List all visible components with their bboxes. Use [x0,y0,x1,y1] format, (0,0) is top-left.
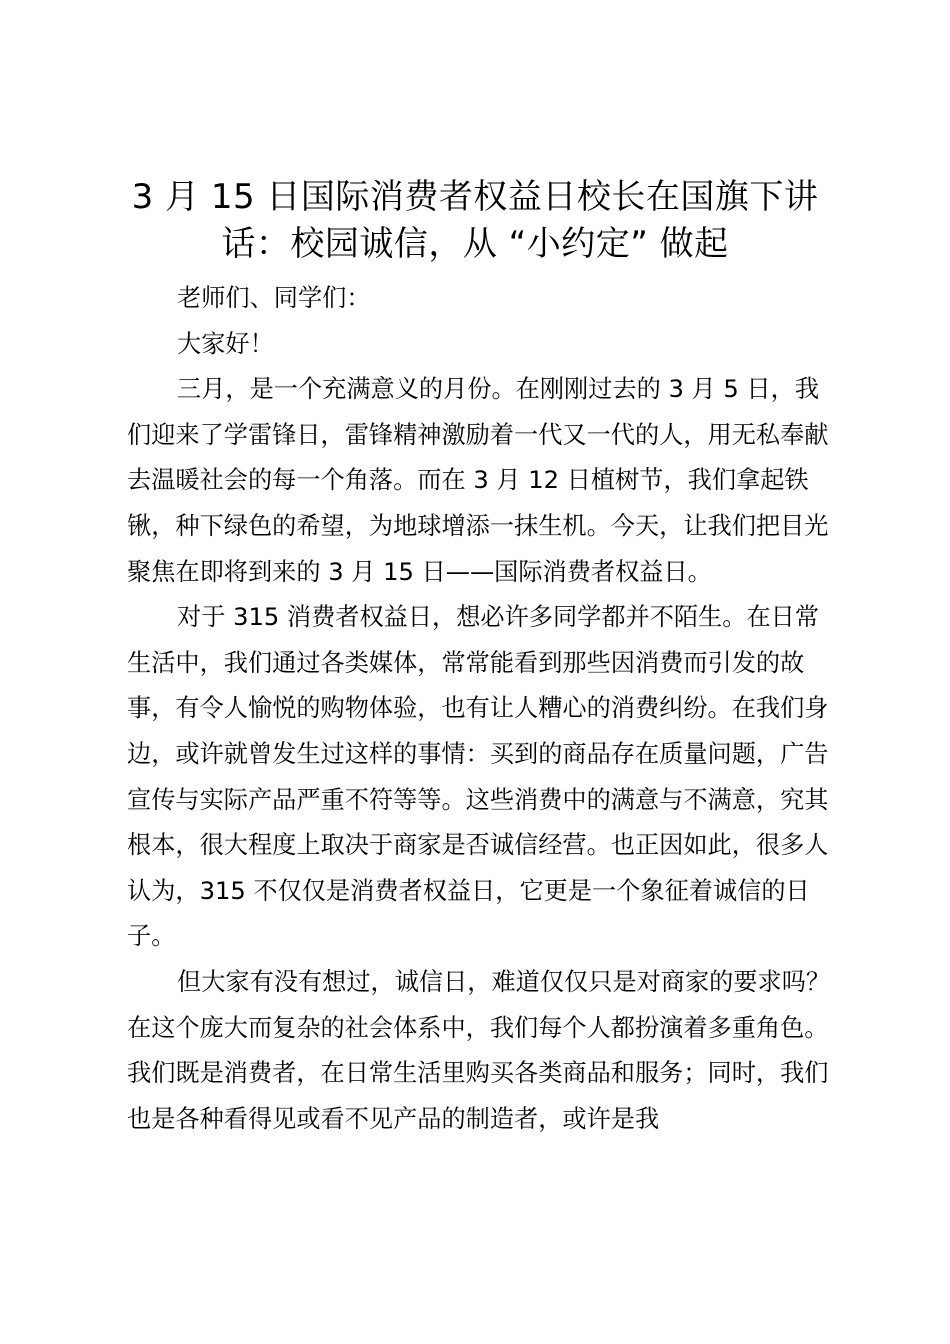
greeting-paragraph: 大家好！ [177,329,274,358]
title-line-1: 3 月 15 日国际消费者权益日校长在国旗下讲 [131,177,819,217]
document-title [110,174,840,268]
salutation-paragraph: 老师们、同学们： [177,284,371,312]
body-paragraph-1: 三月，是一个充满意义的月份。在刚刚过去的 3 月 5 日，我们迎来了学雷锋日，雷锋精神激励着一代又一代的人，用无私奉献去温暖社会的每一个角落。而在 3 月 12 日植树节，我们拿起铁锹，种下绿色的希望，为地球增添一抹生机。今天，让我们把目光聚焦在即将到来的 3 月 15 日——国际消费者权益日。 [127,375,829,586]
body-paragraph-3: 但大家有没有想过，诚信日，难道仅仅只是对商家的要求吗？在这个庞大而复杂的社会体系中，我们每个人都扮演着多重角色。我们既是消费者，在日常生活里购买各类商品和服务；同时，我们也是各种看得见或看不见产品的制造者，或许是我 [127,967,831,1133]
title-line-2: 话：校园诚信，从 “小约定” 做起 [221,224,729,264]
document-body [127,276,837,1142]
body-paragraph-2: 对于 315 消费者权益日，想必许多同学都并不陌生。在日常生活中，我们通过各类媒体，常常能看到那些因消费而引发的故事，有令人愉悦的购物体验，也有让人糟心的消费纠纷。在我们身边，或许就曾发生过这样的事情：买到的商品存在质量问题，广告宣传与实际产品严重不符等等。这些消费中的满意与不满意，究其根本，很大程度上取决于商家是否诚信经营。也正因如此，很多人认为，315 不仅仅是消费者权益日，它更是一个象征着诚信的日子。 [127,603,829,951]
